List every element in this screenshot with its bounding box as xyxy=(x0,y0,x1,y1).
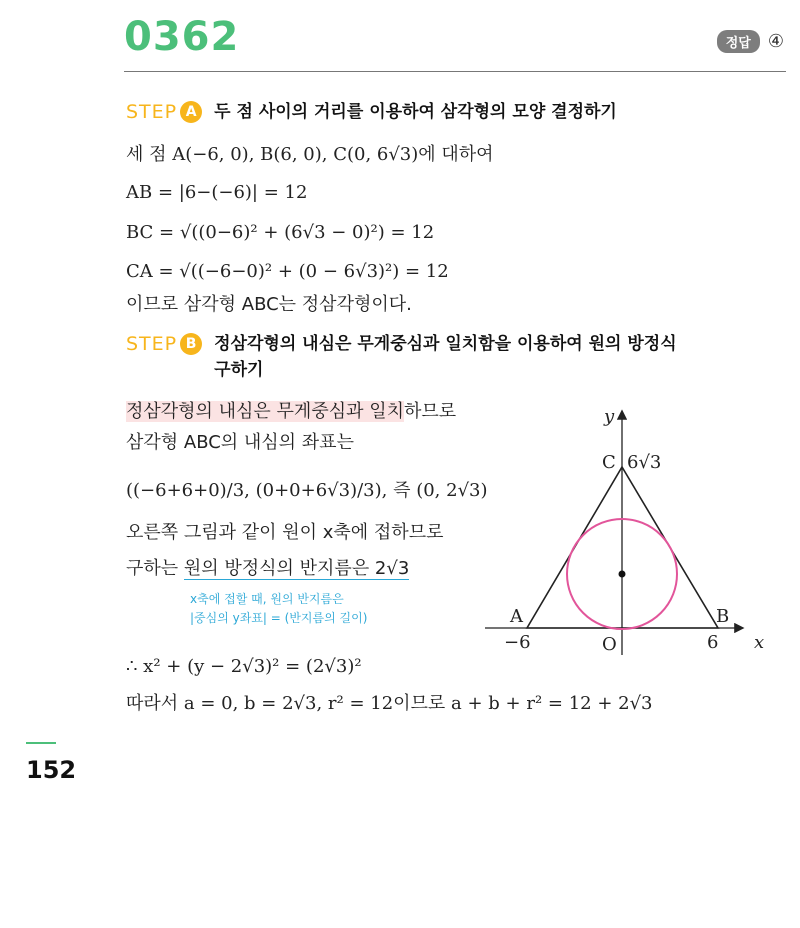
page-number: 152 xyxy=(26,756,77,784)
answer-value: ④ xyxy=(767,31,784,52)
step-b-heading xyxy=(126,331,677,383)
point-b-label: B xyxy=(716,606,730,627)
step-b-line-1-rest: 하므로 xyxy=(403,401,457,422)
y-axis-label: y xyxy=(604,406,615,427)
x-axis-label: x xyxy=(754,632,765,653)
step-a-title: 두 점 사이의 거리를 이용하여 삼각형의 모양 결정하기 xyxy=(214,102,617,122)
step-b-line-2: 삼각형 ABC의 내심의 좌표는 xyxy=(126,432,354,453)
answer-badge: 정답 xyxy=(717,30,760,53)
point-a-label: A xyxy=(510,606,523,627)
step-b-line-1-highlight: 정삼각형의 내심은 무게중심과 일치 xyxy=(126,401,404,422)
step-a-line-1: 세 점 A(−6, 0), B(6, 0), C(0, 6√3)에 대하여 xyxy=(126,144,494,165)
step-b-line-3: ((−6+6+0)/3, (0+0+6√3)/3), 즉 (0, 2√3) xyxy=(126,480,488,501)
step-b-note-2: |중심의 y좌표| = (반지름의 길이) xyxy=(190,611,368,625)
step-b-badge: B xyxy=(180,333,202,355)
step-b-line-7: 따라서 a = 0, b = 2√3, r² = 12이므로 a + b + r² = 12 + 2√3 xyxy=(126,693,653,714)
tick-neg6-label: −6 xyxy=(504,632,531,653)
step-a-badge: A xyxy=(180,101,202,123)
incircle-center xyxy=(619,571,626,578)
step-b-title-line-1: 정삼각형의 내심은 무게중심과 일치함을 이용하여 원의 방정식 xyxy=(214,334,677,354)
step-a-line-2: AB = |6−(−6)| = 12 xyxy=(126,182,308,203)
c-value-label: 6√3 xyxy=(627,452,662,473)
step-a-line-5: 이므로 삼각형 ABC는 정삼각형이다. xyxy=(126,294,412,315)
point-c-label: C xyxy=(602,452,616,473)
step-b-line-5-underlined: 원의 방정식의 반지름은 2√3 xyxy=(183,558,410,579)
step-b-line-5-prefix: 구하는 xyxy=(126,558,184,579)
step-a-line-4: CA = √((−6−0)² + (0 − 6√3)²) = 12 xyxy=(126,261,449,282)
problem-number: 0362 xyxy=(124,14,240,60)
step-a-line-3: BC = √((0−6)² + (6√3 − 0)²) = 12 xyxy=(126,222,435,243)
step-b-title-block xyxy=(214,331,676,383)
step-b-note-1: x축에 접할 때, 원의 반지름은 xyxy=(190,592,344,606)
header-divider xyxy=(124,71,786,72)
triangle-incircle-graph xyxy=(480,400,790,665)
step-b-word: STEP xyxy=(126,333,178,355)
step-b-line-4: 오른쪽 그림과 같이 원이 x축에 접하므로 xyxy=(126,522,444,543)
step-a-word: STEP xyxy=(126,101,178,123)
page-number-accent xyxy=(26,742,56,744)
tick-6-label: 6 xyxy=(707,632,719,653)
step-b-line-5 xyxy=(126,556,409,582)
answer xyxy=(717,30,784,53)
origin-label: O xyxy=(602,634,617,655)
step-b-line-6: ∴ x² + (y − 2√3)² = (2√3)² xyxy=(126,656,362,677)
step-b-line-1 xyxy=(126,399,456,425)
step-a-heading xyxy=(126,99,617,125)
step-b-title-line-2: 구하기 xyxy=(214,360,264,380)
